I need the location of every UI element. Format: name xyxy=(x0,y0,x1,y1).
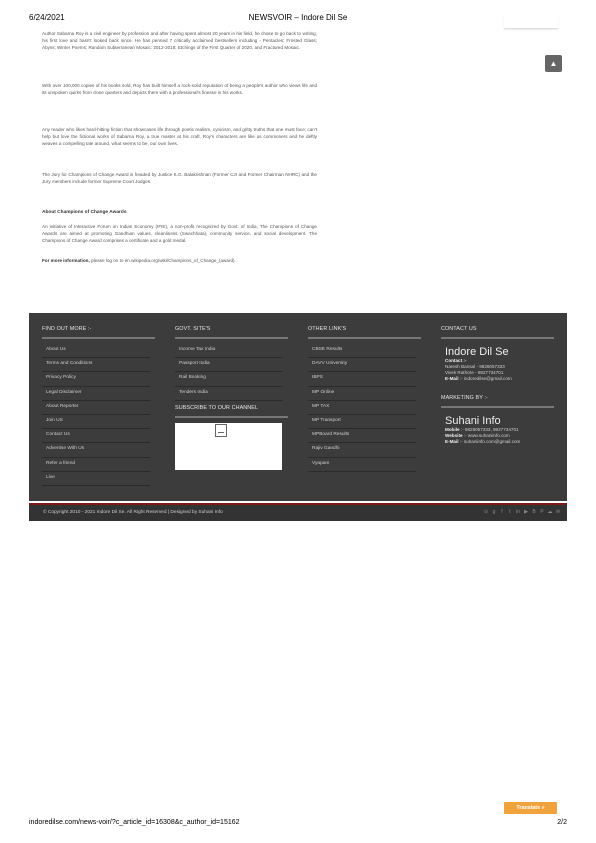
footer-link[interactable]: Legal Disclaimer xyxy=(42,387,150,401)
footer-column-heading: OTHER LINK'S xyxy=(308,326,421,339)
footer-column-heading: GOVT. SITE'S xyxy=(175,326,288,339)
mobile-value: :- 9826057333, 9827734701 xyxy=(459,427,519,432)
more-info-link[interactable]: please log on to en.wikipedia.org/wiki/Champions_of_Change_(award). xyxy=(89,258,236,263)
article-paragraph: With over 100,000 copies of his books sold, Roy has built himself a rock-solid reputation of being a people's author who views life and its unspoken quirks from close quarters and depicts them with a professional's finesse in his works. xyxy=(42,83,317,96)
article-paragraph: An initiative of Interactive Forum on Indian Economy (IFIE), a non-profit recognized by Govt. of India, The Champions of Change Awards are aimed at promoting Gandhian values, cleanliness (Swachhata), community service, and social development. The Champions of Change Award comprises a certificate and a gold medal. xyxy=(42,224,317,244)
footer-link[interactable]: Advertise With Us xyxy=(42,443,150,457)
footer-column-contact xyxy=(441,326,554,445)
footer-link[interactable]: Terms and Conditions xyxy=(42,358,150,372)
footer-link[interactable]: CBSE Results xyxy=(308,344,416,358)
translate-button[interactable]: Translate » xyxy=(504,802,557,814)
youtube-icon[interactable]: ▶ xyxy=(524,509,528,515)
print-footer xyxy=(29,819,567,831)
footer-link[interactable]: Live xyxy=(42,472,150,486)
pinterest-icon[interactable]: P xyxy=(540,509,544,515)
footer-column-govt-sites xyxy=(175,326,288,470)
email-label: E-Mail xyxy=(445,376,459,381)
footer-link[interactable]: IBPS xyxy=(308,372,416,386)
email-icon[interactable]: ✉ xyxy=(555,509,561,515)
brand-name: Indore Dil Se xyxy=(445,346,509,358)
twitter-icon[interactable]: t xyxy=(509,509,511,515)
header-widget-box xyxy=(504,14,558,29)
contact-email[interactable]: :- indoredilse@gmail.com xyxy=(458,376,512,381)
footer-link[interactable]: Rajiv Gandhi xyxy=(308,443,416,457)
footer-link[interactable]: MP Transport xyxy=(308,415,416,429)
footer-link[interactable]: Passport India xyxy=(175,358,283,372)
footer-link[interactable]: Income Tax India xyxy=(175,344,283,358)
footer-column-heading: FIND OUT MORE :- xyxy=(42,326,155,339)
brand-name: Suhani Info xyxy=(445,415,501,427)
footer-link[interactable]: Vyapam xyxy=(308,458,416,472)
print-date: 6/24/2021 xyxy=(29,13,65,22)
marketing-block xyxy=(441,415,554,445)
footer-link[interactable]: MP TAX xyxy=(308,401,416,415)
contact-line: Vivek Rathore - 9827734701 xyxy=(445,370,504,375)
contact-label: Contact :- xyxy=(445,358,467,363)
facebook-icon[interactable]: f xyxy=(501,509,503,515)
footer-link[interactable]: MPBoard Results xyxy=(308,429,416,443)
article-paragraph: Any reader who likes hard-hitting fiction that showcases life through poetic realism, cynicism, and gritty truths that one must face; can't help but love the fictional works of Sabarna Roy, a true master at his craft. Roy's characters are like us commoners and he deftly weaves a compelling tale around, what seems to be, our own lives. xyxy=(42,127,317,147)
article-paragraph: The Jury for Champions of Change Award is headed by Justice K.G. Balakrishnan (Former CJI and Former Chairman NHRC) and the Jury members include former Supreme Court Judges. xyxy=(42,172,317,185)
soundcloud-icon[interactable]: ☁ xyxy=(547,509,553,515)
footer-link[interactable]: Join US xyxy=(42,415,150,429)
footer-column-heading: CONTACT US xyxy=(441,326,554,339)
footer-column-other-links xyxy=(308,326,421,472)
linkedin-icon[interactable]: in xyxy=(516,509,520,515)
scroll-to-top-button[interactable] xyxy=(545,55,562,72)
contact-block xyxy=(441,346,554,382)
channel-embed[interactable] xyxy=(175,423,282,470)
footer-link[interactable]: Contact Us xyxy=(42,429,150,443)
rss-icon[interactable]: ⊙ xyxy=(483,509,489,515)
footer-link[interactable]: About Us xyxy=(42,344,150,358)
more-info-paragraph xyxy=(42,257,236,264)
subscribe-heading: SUBSCRIBE TO OUR CHANNEL xyxy=(175,405,288,418)
website-link[interactable]: :- www.suhaniinfo.com xyxy=(462,433,510,438)
blogger-icon[interactable]: B xyxy=(532,509,536,515)
more-info-label: For more information, xyxy=(42,258,90,263)
broken-embed-icon xyxy=(215,424,227,437)
marketing-heading: MARKETING BY :- xyxy=(441,395,554,408)
footer-link[interactable]: Privacy Policy xyxy=(42,372,150,386)
print-title: NEWSVOIR – Indore Dil Se xyxy=(248,13,348,22)
footer-link[interactable]: Refer a friend xyxy=(42,458,150,472)
marketing-email[interactable]: :- suhaniinfo.com@gmail.com xyxy=(458,439,521,444)
website-label: Website xyxy=(445,433,463,438)
site-footer xyxy=(29,313,567,501)
mobile-label: Mobile xyxy=(445,427,460,432)
footer-link[interactable]: DAVV University xyxy=(308,358,416,372)
footer-bottom-bar xyxy=(29,503,567,521)
chevron-up-icon: ▲ xyxy=(549,58,558,68)
copyright-text: © Copyright 2010 - 2021 Indore Dil Se. All Right Reserved | Designed by Suhani Info xyxy=(43,510,223,515)
footer-link[interactable]: Tenders India xyxy=(175,387,283,401)
footer-link[interactable]: About Reporter xyxy=(42,401,150,415)
print-url: indoredilse.com/news-voir/?c_article_id=16308&c_author_id=15162 xyxy=(29,819,240,826)
footer-column-find-out-more xyxy=(42,326,155,486)
footer-link[interactable]: MP Online xyxy=(308,387,416,401)
about-heading: About Champions of Change Awards xyxy=(42,210,127,215)
email-label: E-Mail xyxy=(445,439,459,444)
print-header xyxy=(29,13,567,25)
google-plus-icon[interactable]: g xyxy=(492,509,496,515)
footer-link[interactable]: Rail Booking xyxy=(175,372,283,386)
print-page-number: 2/2 xyxy=(557,819,567,826)
article-paragraph: Author Sabarna Roy is a civil engineer by profession and after having spent almost 20 years in his field, he chose to go back to writing, his first love and hasn't looked back since. He has penned 7 critically acclaimed bestsellers including - Pentacles; Frosted Glass; Abyss; Winter Poems; Random Subterranean Mosaic: 2012-2018; Etchings of the First Quarter of 2020, and Fractured Mosaic. xyxy=(42,31,317,51)
contact-line: Naresh Bansal - 9826057333 xyxy=(445,364,505,369)
social-icons xyxy=(483,509,561,515)
